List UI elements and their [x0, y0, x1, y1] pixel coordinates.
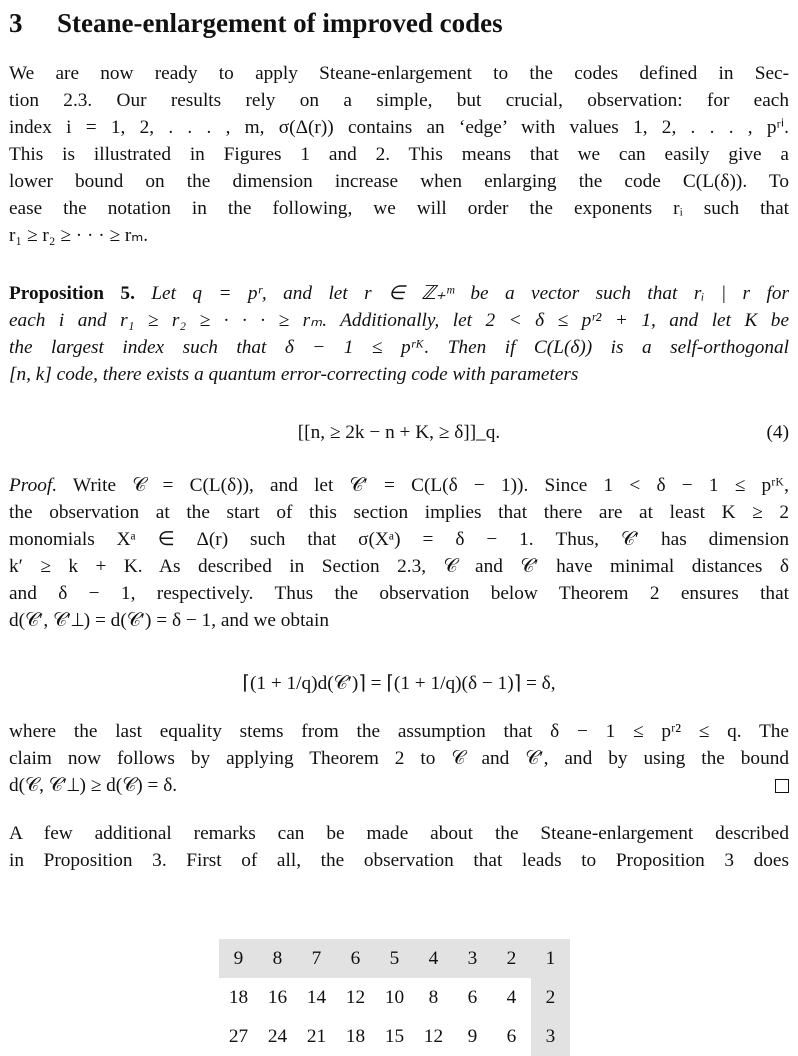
text-line: and δ − 1, respectively. Thus the observation below Theorem 2 ensures that	[9, 583, 789, 604]
section-title-text: Steane-enlargement of improved codes	[57, 8, 503, 38]
grid-cell: 4	[506, 986, 517, 1008]
grid-table	[219, 939, 570, 1056]
text-line: Write 𝒞 = C(L(δ)), and let 𝒞′ = C(L(δ − 1)). Since 1 < δ − 1 ≤ pʳᴷ,	[72, 475, 789, 496]
grid-row	[219, 1017, 570, 1056]
grid-cell: 15	[384, 1025, 405, 1047]
remarks-paragraph	[9, 820, 789, 874]
grid-cell: 12	[423, 1025, 444, 1047]
proof-label: Proof.	[9, 475, 58, 496]
text-line: d(𝒞, 𝒞′⊥) ≥ d(𝒞) = δ.	[9, 775, 178, 796]
section-number: 3	[9, 8, 23, 38]
text-line: each i and r₁ ≥ r₂ ≥ · · · ≥ rₘ. Additionally, let 2 < δ ≤ pʳ² + 1, and let K be	[9, 310, 789, 331]
grid-cell: 2	[492, 939, 531, 978]
intro-paragraph	[9, 60, 789, 249]
grid-cell: 18	[345, 1025, 366, 1047]
text-line: We are now ready to apply Steane-enlargement to the codes defined in Sec-	[9, 63, 789, 84]
grid-cell: 14	[306, 986, 327, 1008]
equation-4	[9, 419, 789, 446]
grid-cell: 1	[531, 939, 570, 978]
text-line: the largest index such that δ − 1 ≤ pʳᴷ. Then if C(L(δ)) is a self-orthogonal	[9, 337, 789, 358]
grid-cell: 21	[306, 1025, 327, 1047]
grid-cell: 27	[228, 1025, 249, 1047]
text-line: index i = 1, 2, . . . , m, σ(Δ(r)) contains an ‘edge’ with values 1, 2, . . . , pʳⁱ.	[9, 117, 789, 138]
text-line: in Proposition 3. First of all, the observation that leads to Proposition 3 does	[9, 850, 789, 871]
grid-cell: 6	[336, 939, 375, 978]
text-line: k′ ≥ k + K. As described in Section 2.3, 𝒞 and 𝒞′ have minimal distances δ	[9, 556, 789, 577]
text-line: ease the notation in the following, we will order the exponents rᵢ such that	[9, 198, 789, 219]
proposition-label: Proposition 5.	[9, 283, 135, 304]
grid-cell: 6	[506, 1025, 517, 1047]
text-line: Let q = pʳ, and let r ∈ ℤ₊ᵐ be a vector such that rᵢ | r for	[151, 283, 789, 304]
equation-text: ⌈(1 + 1/q)d(𝒞′)⌉ = ⌈(1 + 1/q)(δ − 1)⌉ = δ,	[242, 673, 556, 694]
equation-number: (4)	[766, 422, 789, 443]
text-line: tion 2.3. Our results rely on a simple, but crucial, observation: for each	[9, 90, 789, 111]
section-title	[9, 8, 503, 39]
text-line: A few additional remarks can be made about the Steane-enlargement described	[9, 823, 789, 844]
proof-equation	[9, 670, 789, 697]
grid-cell: 16	[267, 986, 288, 1008]
grid-cell: 2	[531, 978, 570, 1017]
grid-cell: 8	[428, 986, 439, 1008]
qed-square-icon	[775, 779, 789, 793]
grid-cell: 4	[414, 939, 453, 978]
proposition	[9, 280, 789, 388]
grid-cell: 9	[467, 1025, 478, 1047]
figure-grid	[219, 939, 570, 1056]
grid-row	[219, 939, 570, 978]
grid-cell: 18	[228, 986, 249, 1008]
grid-cell: 8	[258, 939, 297, 978]
grid-cell: 24	[267, 1025, 288, 1047]
text-line: [n, k] code, there exists a quantum error-correcting code with parameters	[9, 364, 579, 385]
text-line: r₁ ≥ r₂ ≥ · · · ≥ rₘ.	[9, 225, 149, 246]
grid-cell: 10	[384, 986, 405, 1008]
text-line: d(𝒞′, 𝒞′⊥) = d(𝒞′) = δ − 1, and we obtain	[9, 610, 329, 631]
equation-text: [[n, ≥ 2k − n + K, ≥ δ]]_q.	[297, 422, 501, 443]
proof	[9, 472, 789, 634]
text-line: monomials Xᵃ ∈ Δ(r) such that σ(Xᵃ) = δ − 1. Thus, 𝒞′ has dimension	[9, 529, 789, 550]
grid-cell: 12	[345, 986, 366, 1008]
grid-cell: 3	[453, 939, 492, 978]
text-line: claim now follows by applying Theorem 2 to 𝒞 and 𝒞′, and by using the bound	[9, 748, 789, 769]
text-line: This is illustrated in Figures 1 and 2. This means that we can easily give a	[9, 144, 789, 165]
text-line: the observation at the start of this section implies that there are at least K ≥ 2	[9, 502, 789, 523]
text-line: where the last equality stems from the assumption that δ − 1 ≤ pʳ² ≤ q. The	[9, 721, 789, 742]
grid-cell: 9	[219, 939, 258, 978]
grid-cell: 5	[375, 939, 414, 978]
grid-cell: 7	[297, 939, 336, 978]
proof-conclusion	[9, 718, 789, 799]
grid-cell: 6	[467, 986, 478, 1008]
grid-row	[219, 978, 570, 1017]
text-line: lower bound on the dimension increase when enlarging the code C(L(δ)). To	[9, 171, 789, 192]
grid-cell: 3	[531, 1017, 570, 1056]
